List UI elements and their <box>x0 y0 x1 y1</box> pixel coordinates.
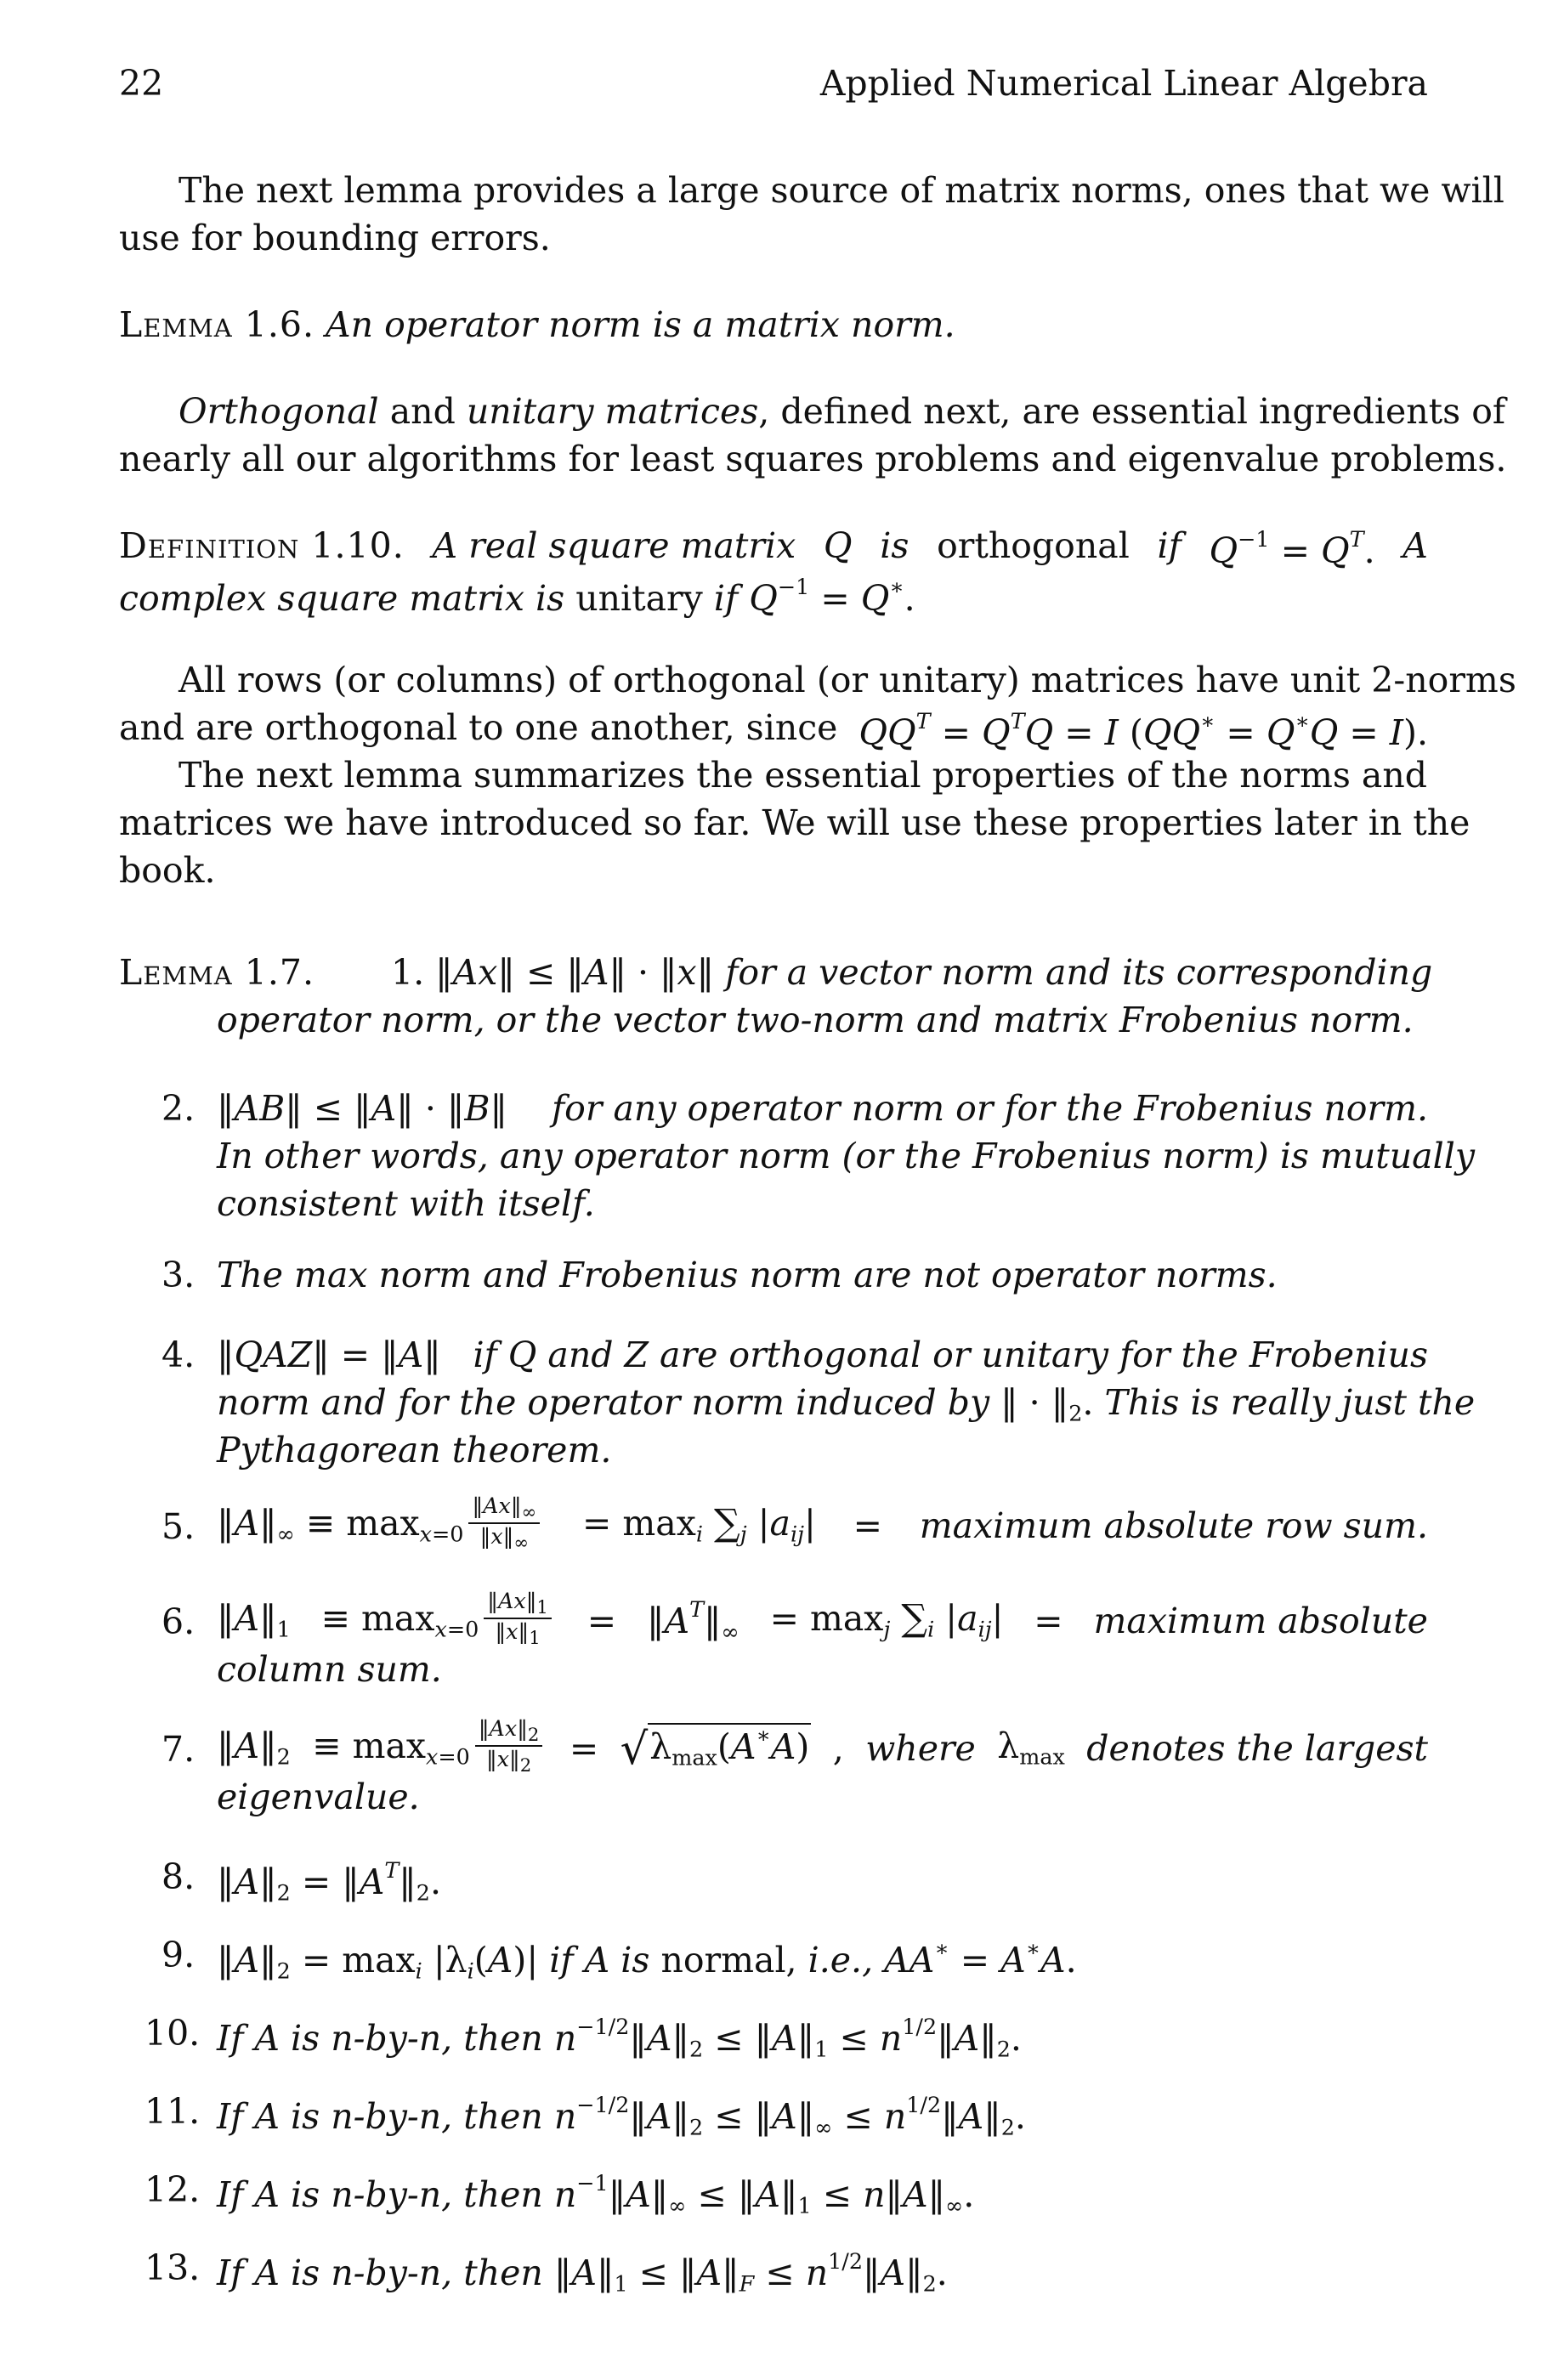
definition-1-10-line1: Definition 1.10. A real square matrix Q is orthogonal if $Q^{-1} = Q^T$. A <box>119 525 1428 572</box>
lemma-item-12: 12. <box>144 2169 201 2210</box>
lemma-item-4-line1: ‖QAZ‖ = ‖A‖ if Q and Z are orthogonal or unitary for the Frobenius <box>217 1334 1428 1375</box>
definition-1-10-line2: complex square matrix is unitary if $Q^{-1} = Q^∗$. <box>119 574 915 620</box>
page-number: 22 <box>119 63 164 104</box>
lemma-item-3-text: The max norm and Frobenius norm are not operator norms. <box>217 1255 1278 1295</box>
lemma-item-6: 6. <box>162 1601 196 1642</box>
lemma-item-8: 8. <box>162 1856 196 1897</box>
lemma-item-8-formula: ‖A‖2 = $‖A^T‖2$. <box>217 1857 441 1906</box>
para3-line3: The next lemma summarizes the essential properties of the norms and <box>178 755 1427 796</box>
lemma-item-6-line2: column sum. <box>217 1649 442 1690</box>
lemma-item-13-formula: If A is n-by-n, then ‖A‖1 ≤ $‖A‖_F$ ≤ $n^{1/2}‖A‖2$. <box>217 2248 948 2297</box>
para2-line1 <box>178 391 1506 432</box>
lemma-item-1: 1. ‖Ax‖ ≤ ‖A‖ · ‖x‖ for a vector norm and its corresponding <box>391 952 1433 993</box>
lemma-1-6-label: Lemma 1.6. <box>119 304 314 345</box>
lemma-item-3: 3. <box>162 1255 196 1295</box>
lemma-item-4-line2: norm and for the operator norm induced by ‖ · ‖2. This is really just the <box>217 1382 1476 1426</box>
lemma-item-2-line1: ‖AB‖ ≤ ‖A‖ · ‖B‖ for any operator norm or for the Frobenius norm. <box>217 1088 1428 1129</box>
definition-label: Definition 1.10. <box>119 525 405 566</box>
lemma-item-11: 11. <box>144 2091 201 2132</box>
lemma-item-10: 10. <box>144 2013 201 2054</box>
lemma-item-12-formula: If A is n-by-n, then $n^{-1}‖A‖\infty$ ≤ ‖A‖1 ≤ n‖A‖∞. <box>217 2170 975 2218</box>
para1-line1: The next lemma provides a large source of matrix norms, ones that we will <box>178 170 1504 211</box>
lemma-item-11-formula: If A is n-by-n, then $n^{-1/2}‖A‖2$ ≤ ‖A‖∞ ≤ $n^{1/2}‖A‖2$. <box>217 2092 1026 2140</box>
formula-q-inverse-adjoint: $Q^{-1} = Q^∗$. <box>749 574 915 620</box>
term-orthogonal-def: orthogonal <box>937 525 1130 566</box>
formula-q-inverse-transpose: $Q^{-1} = Q^T$. <box>1209 526 1375 572</box>
lemma-item-9: 9. <box>162 1935 196 1975</box>
formula-qqt: $QQ^T = Q^TQ = I$ (QQ∗ = Q∗Q = I). <box>858 708 1428 754</box>
lemma-item-7-line2: eigenvalue. <box>217 1776 420 1817</box>
lemma-item-2-line3: consistent with itself. <box>217 1183 595 1224</box>
lemma-1-7-label: Lemma 1.7. <box>119 952 314 993</box>
para3-line2: and are orthogonal to one another, since $QQ^T = Q^TQ = I$ (QQ∗ = Q∗Q = I). <box>119 707 1428 754</box>
lemma-item-6-formula: ‖A‖1 ≡ $\max_x=0$ $\frac{‖Ax‖_1}{‖x‖_1}$ = $‖A^T‖\infty$ = $\max_j \sum_i$ $|a_{ij}|$ = maximum absolute <box>217 1588 1428 1649</box>
page <box>119 0 1516 2380</box>
lemma-item-4-line3: Pythagorean theorem. <box>217 1430 612 1470</box>
term-unitary-matrices: unitary matrices <box>466 391 759 432</box>
lemma-1-6-text: An operator norm is a matrix norm. <box>326 304 955 345</box>
lemma-item-7: 7. <box>162 1729 196 1770</box>
term-orthogonal: Orthogonal <box>178 391 379 432</box>
para1-line2: use for bounding errors. <box>119 218 551 258</box>
lemma-item-2: 2. <box>162 1088 196 1129</box>
word-and: and <box>389 391 456 432</box>
lemma-item-10-formula: If A is n-by-n, then $n^{-1/2}‖A‖2$ ≤ ‖A‖1 ≤ $n^{1/2}‖A‖2$. <box>217 2014 1022 2062</box>
lemma-item-4: 4. <box>162 1334 196 1375</box>
lemma-item-7-formula: ‖A‖2 ≡ $\max_x=0$ $\frac{‖Ax‖_2}{‖x‖_2}$ = √λmax(A∗A) , where λmax denotes the largest <box>217 1715 1428 1776</box>
running-title: Applied Numerical Linear Algebra <box>819 63 1428 104</box>
para3-line1: All rows (or columns) of orthogonal (or unitary) matrices have unit 2-norms <box>178 660 1516 700</box>
para2-line2: nearly all our algorithms for least squares problems and eigenvalue problems. <box>119 439 1507 479</box>
lemma-item-5: 5. <box>162 1506 196 1547</box>
lemma-1-6 <box>119 304 955 345</box>
lemma-item-5-formula: ‖A‖∞ ≡ $\max_x=0$ $\frac{‖Ax‖_\infty}{‖x‖_\infty}$ = $\max_i \sum_j$ $|a_{ij}|$ = maximum absolute row sum. <box>217 1493 1428 1554</box>
para2-rest: , defined next, are essential ingredients of <box>758 391 1506 432</box>
para3-line5: book. <box>119 850 216 891</box>
lemma-item-13: 13. <box>144 2247 201 2288</box>
lemma-item-1-line2: operator norm, or the vector two-norm and matrix Frobenius norm. <box>217 1000 1414 1040</box>
term-unitary-def: unitary <box>575 578 703 620</box>
lemma-item-9-formula: ‖A‖2 = $\max_i |\lambda_i(A)|$ if A is normal, i.e., AA∗ = A∗A. <box>217 1935 1077 1984</box>
lemma-item-2-line2: In other words, any operator norm (or the Frobenius norm) is mutually <box>217 1136 1476 1176</box>
para3-line4: matrices we have introduced so far. We will use these properties later in the <box>119 802 1470 843</box>
page-header <box>119 63 1428 114</box>
